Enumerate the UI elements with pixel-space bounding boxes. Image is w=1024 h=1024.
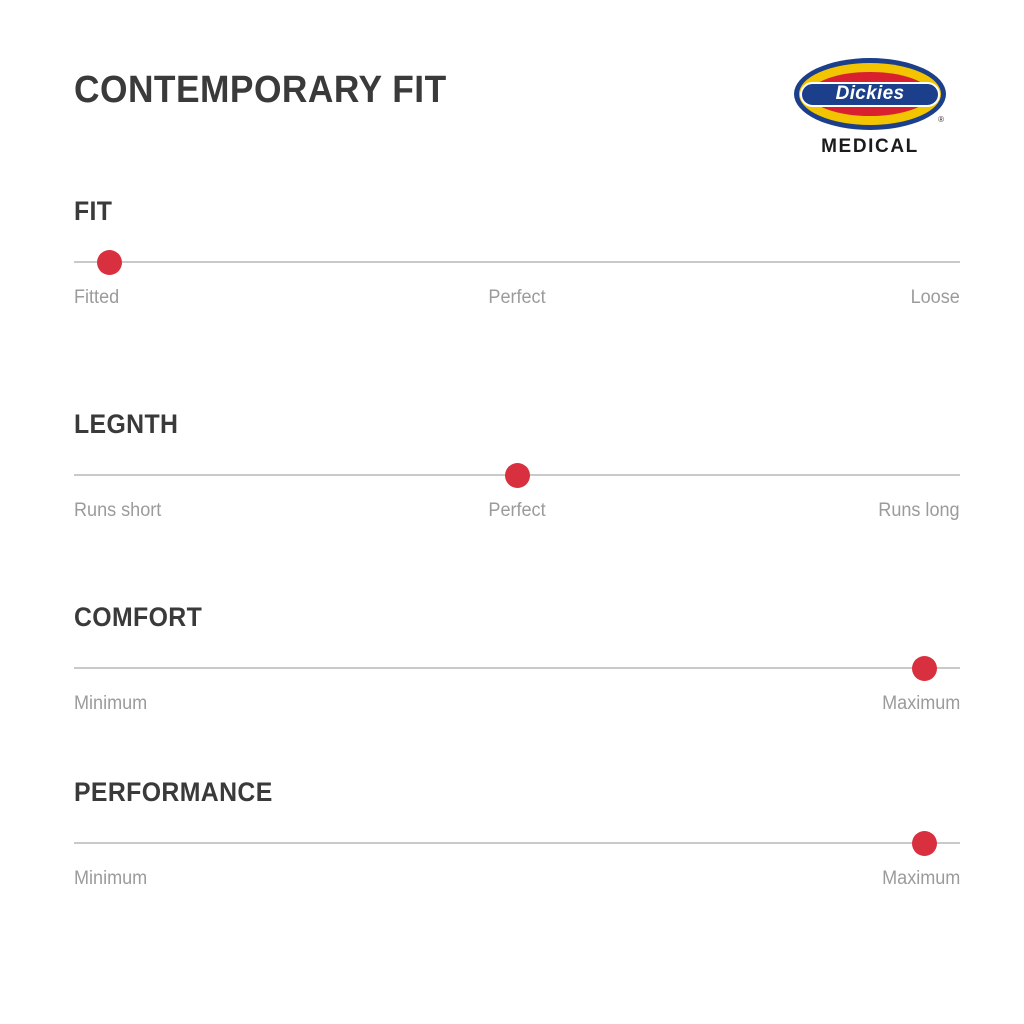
slider-track-length[interactable] — [74, 460, 960, 490]
tick-label-end: Loose — [910, 287, 960, 308]
scale-fit — [74, 196, 960, 313]
tick-labels — [74, 693, 960, 719]
scale-comfort — [74, 602, 960, 719]
tick-labels — [74, 287, 960, 313]
slider-marker[interactable] — [912, 656, 937, 681]
tick-label-mid: Perfect — [488, 287, 546, 308]
track-line — [74, 261, 960, 263]
tick-label-end: Maximum — [881, 693, 960, 714]
slider-track-comfort[interactable] — [74, 653, 960, 683]
tick-label-start: Minimum — [74, 693, 148, 714]
track-line — [74, 667, 960, 669]
tick-label-end: Maximum — [881, 868, 960, 889]
tick-label-mid: Perfect — [488, 500, 546, 521]
brand-lockup — [780, 58, 960, 158]
scale-list — [74, 196, 960, 894]
slider-track-performance[interactable] — [74, 828, 960, 858]
registered-mark-icon: ® — [938, 115, 944, 124]
tick-labels — [74, 868, 960, 894]
tick-label-start: Fitted — [74, 287, 120, 308]
brand-name: Dickies — [835, 83, 905, 104]
slider-track-fit[interactable] — [74, 247, 960, 277]
tick-label-end: Runs long — [878, 500, 960, 521]
tick-label-start: Minimum — [74, 868, 148, 889]
slider-marker[interactable] — [505, 463, 530, 488]
tick-label-start: Runs short — [74, 500, 162, 521]
scale-length — [74, 409, 960, 526]
scale-label: COMFORT — [74, 602, 203, 632]
dickies-logo-icon — [794, 58, 946, 130]
brand-subtitle: MEDICAL — [821, 136, 919, 157]
scale-label: PERFORMANCE — [74, 777, 273, 807]
scale-label: FIT — [74, 196, 113, 226]
track-line — [74, 842, 960, 844]
slider-marker[interactable] — [912, 831, 937, 856]
header — [74, 68, 960, 178]
tick-labels — [74, 500, 960, 526]
scale-performance — [74, 777, 960, 894]
page-title: CONTEMPORARY FIT — [74, 69, 447, 111]
slider-marker[interactable] — [97, 250, 122, 275]
scale-label: LEGNTH — [74, 409, 179, 439]
